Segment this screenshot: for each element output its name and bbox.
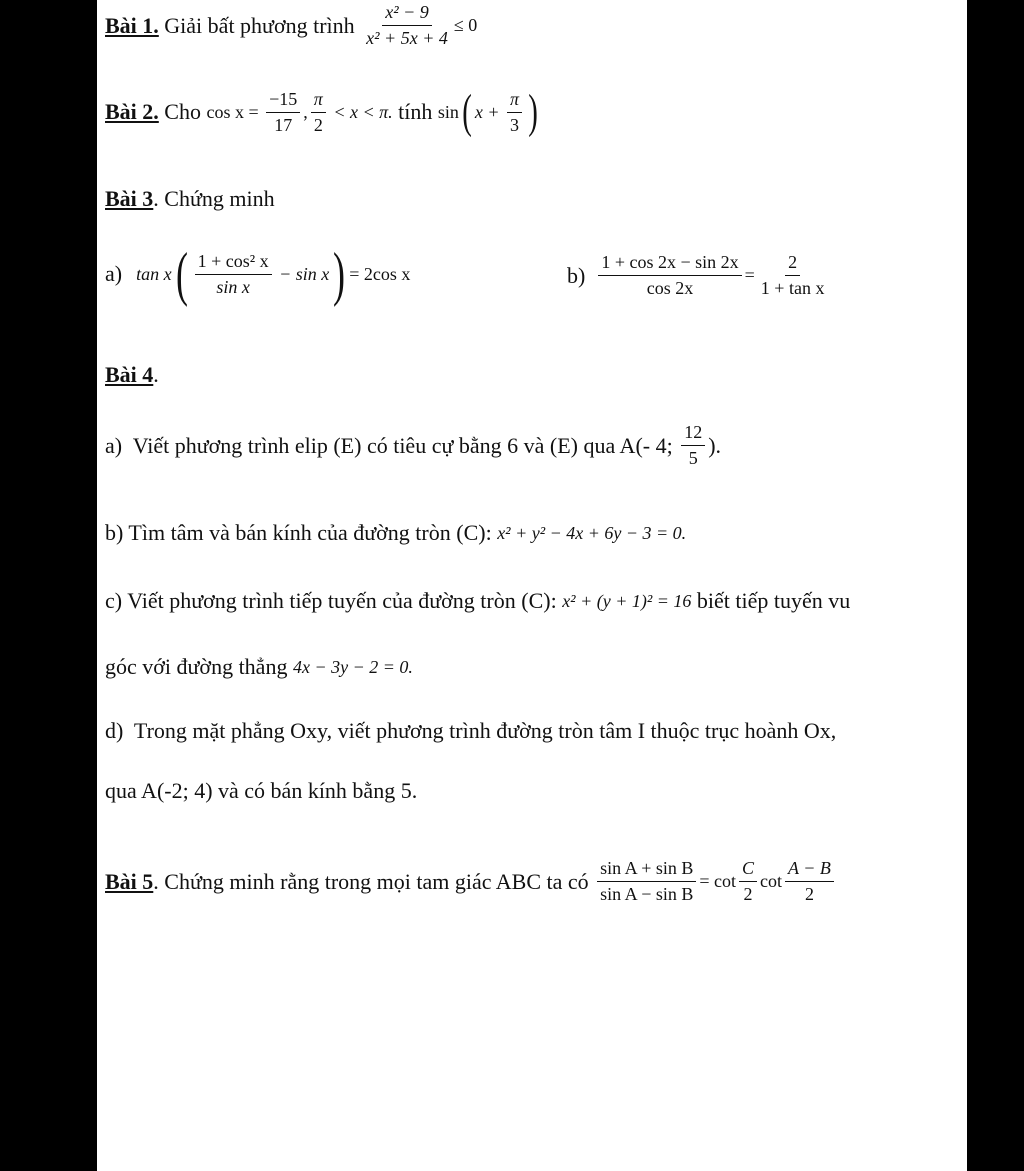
bai4-c-line — [105, 588, 850, 614]
bai1-line — [105, 2, 477, 49]
bai5-fraction — [597, 858, 696, 905]
bai2-inner-num: π — [507, 89, 522, 113]
bai5-ab-num: A − B — [785, 858, 834, 882]
bai2-sin: sin — [437, 101, 459, 122]
bai4-b-math: x² + y² − 4x + 6y − 3 = 0. — [497, 522, 687, 543]
bai4-b-line — [105, 520, 686, 546]
bai2-fraction — [266, 89, 300, 136]
bai4-heading — [105, 362, 159, 388]
bai1-denominator: x² + 5x + 4 — [366, 28, 448, 48]
bai5-denominator: sin A − sin B — [600, 884, 694, 904]
bai3-b-rhs-num: 2 — [785, 252, 800, 276]
bai5-numerator: sin A + sin B — [597, 858, 696, 882]
bai3-a-label: a) — [105, 261, 123, 286]
bai2-pi-fraction — [311, 89, 326, 136]
bai3-b-rhs-den: 1 + tan x — [760, 278, 825, 298]
bai5-cot2: cot — [760, 871, 783, 891]
bai2-tinh: tính — [392, 99, 438, 124]
bai4-d-line — [105, 718, 836, 744]
bai1-relation: ≤ 0 — [453, 15, 478, 35]
bai4-a-num: 12 — [681, 422, 705, 446]
bai5-c-num: C — [739, 858, 757, 882]
bai1-fraction — [363, 2, 451, 49]
bai3-a-rhs: = 2cos x — [349, 263, 411, 284]
bai5-text: . Chứng minh rằng trong mọi tam giác ABC ta có — [153, 868, 595, 894]
bai3-a-tan: tan x — [136, 263, 172, 284]
bai4-label: Bài 4 — [105, 362, 154, 387]
bai3-b-eq: = — [744, 265, 755, 285]
bai3-heading — [105, 186, 275, 212]
bai1-numerator: x² − 9 — [382, 2, 432, 26]
bai1-label: Bài 1. — [105, 12, 159, 38]
bai2-cos: cos x = — [206, 101, 264, 122]
bai2-cho: Cho — [158, 99, 207, 124]
bai3-b-line — [567, 252, 830, 299]
bai2-inner-den: 3 — [510, 114, 520, 135]
bai2-line: Bài 2. Cho cos x = $\frac{-15}{17}$ , $\frac{\pi}{2}$ < x < π. tính sin ( x + $\frac{\pi}{3}$ ) — [105, 85, 538, 138]
bai2-pi-den: 2 — [313, 114, 323, 135]
bai4-d-text: d) Trong mặt phẳng Oxy, viết phương trình đường tròn tâm I thuộc trục hoành Ox, — [105, 718, 837, 743]
bai2-inner: x + — [474, 101, 505, 122]
bai4-d2-line — [105, 778, 417, 804]
bai5-ab-fraction — [785, 858, 834, 905]
bai2-denominator: 17 — [274, 114, 293, 135]
bai5-ab-den: 2 — [804, 884, 814, 904]
bai5-label: Bài 5 — [105, 868, 154, 894]
document-page — [97, 0, 967, 1171]
bai4-b-text: b) Tìm tâm và bán kính của đường tròn (C): — [105, 520, 498, 545]
bai3-b-rhs-fraction — [758, 252, 828, 299]
bai4-c2-text: góc với đường thẳng — [105, 654, 293, 679]
bai4-c2-math: 4x − 3y − 2 = 0. — [292, 656, 413, 677]
bai2-inner-fraction — [507, 89, 522, 136]
bai4-a-line — [105, 422, 721, 469]
bai2-range: < x < π. — [328, 101, 393, 122]
bai4-c-text: c) Viết phương trình tiếp tuyến của đường tròn (C): — [105, 588, 563, 613]
bai5-c-den: 2 — [743, 884, 753, 904]
bai3-a-numerator: 1 + cos² x — [195, 251, 272, 275]
bai4-a-fraction — [681, 422, 705, 469]
bai5-eq: = cot — [699, 871, 737, 891]
bai5-c-fraction — [739, 858, 757, 905]
bai3-a-line: a) tan x ( $\frac{\text{1 + cos² x}}{\text{sin x}}$ − sin x ) = 2cos x — [105, 241, 411, 307]
bai3-label: Bài 3 — [105, 186, 154, 211]
bai4-c-end: biết tiếp tuyến vu — [691, 588, 851, 613]
bai3-b-denominator: cos 2x — [646, 278, 694, 298]
bai3-a-mid: − sin x — [274, 263, 330, 284]
bai2-pi-num: π — [311, 89, 326, 113]
bai5-line — [105, 858, 837, 905]
bai3-b-fraction — [598, 252, 741, 299]
bai2-separator: , — [303, 101, 308, 122]
bai4-a-end: ). — [708, 432, 722, 458]
bai4-a-text: a) Viết phương trình elip (E) có tiêu cự bằng 6 và (E) qua A(- 4; — [105, 432, 679, 458]
bai3-a-denominator: sin x — [216, 276, 250, 297]
bai2-label: Bài 2. — [105, 99, 159, 124]
bai4-dot: . — [153, 362, 159, 387]
bai2-numerator: −15 — [266, 89, 300, 113]
bai4-d2-text: qua A(-2; 4) và có bán kính bằng 5. — [105, 778, 418, 803]
bai1-text: Giải bất phương trình — [158, 12, 361, 38]
bai4-a-den: 5 — [688, 448, 698, 468]
bai4-c-math: x² + (y + 1)² = 16 — [562, 590, 692, 611]
bai3-a-fraction — [195, 251, 272, 298]
bai3-text: . Chứng minh — [153, 186, 275, 211]
bai3-b-numerator: 1 + cos 2x − sin 2x — [598, 252, 741, 276]
bai3-b-label: b) — [567, 262, 586, 288]
bai4-c2-line — [105, 654, 413, 680]
